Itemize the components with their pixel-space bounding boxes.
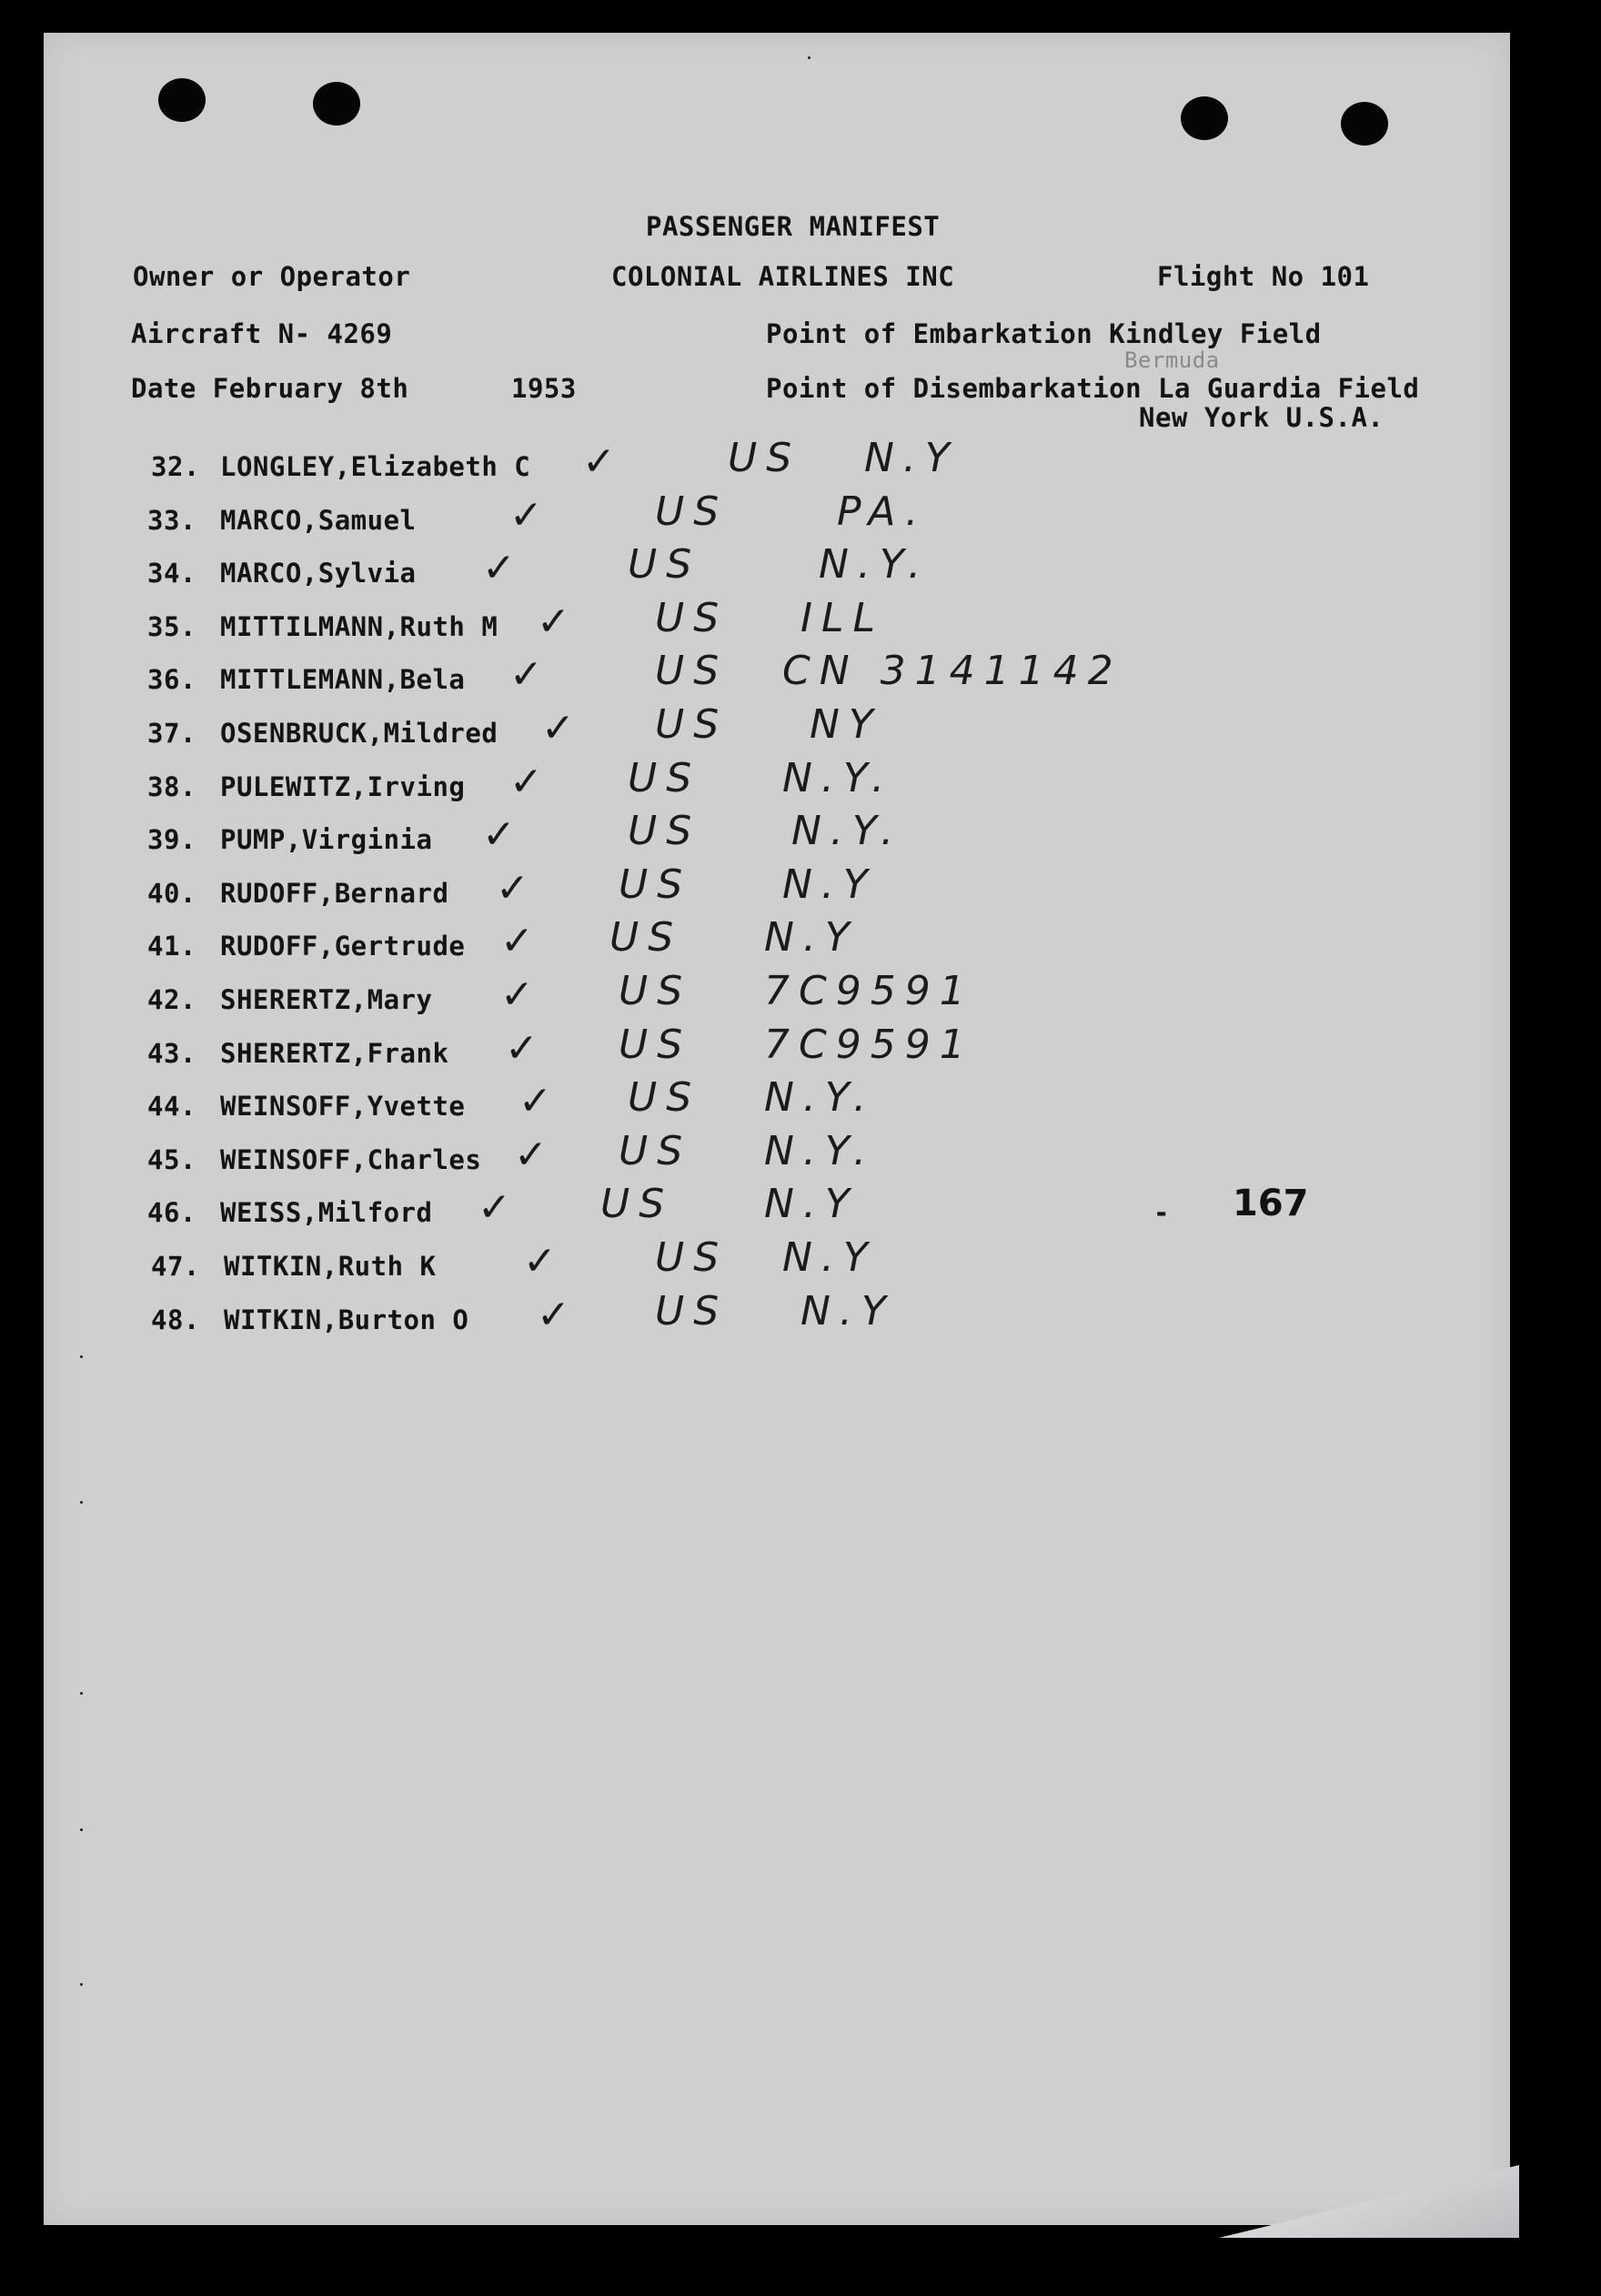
margin-mark [808,56,811,59]
passenger-number: 32. [151,451,200,482]
passenger-number: 45. [147,1144,196,1175]
residence-or-document: N.Y [764,1181,859,1227]
passenger-name: SHERERTZ,Frank [220,1038,449,1069]
page-number: 167 [1233,1183,1309,1224]
citizenship: US [628,1074,701,1121]
check-mark-icon: ✓ [514,1132,557,1178]
residence-or-document: PA. [837,488,928,535]
passenger-number: 40. [147,878,196,909]
residence-or-document: N.Y. [782,755,894,801]
passenger-name: WEINSOFF,Yvette [220,1091,466,1122]
citizenship: US [628,541,701,588]
manifest-title: PASSENGER MANIFEST [646,211,941,242]
owner-label: Owner or Operator [133,261,411,292]
passenger-number: 46. [147,1197,196,1228]
citizenship: US [619,1128,692,1174]
check-mark-icon: ✓ [482,545,525,591]
passenger-name: RUDOFF,Bernard [220,878,449,909]
citizenship: US [619,1022,692,1068]
citizenship: US [655,595,729,641]
residence-or-document: N.Y [800,1288,895,1334]
residence-or-document: 7C9591 [764,968,974,1014]
residence-or-document: N.Y [782,861,877,908]
passenger-name: WITKIN,Burton O [224,1304,469,1335]
citizenship: US [609,914,683,961]
passenger-name: SHERERTZ,Mary [220,984,433,1015]
citizenship: US [655,701,729,748]
margin-mark [80,1828,83,1831]
citizenship: US [628,755,701,801]
disembarkation-sub: New York U.S.A. [1139,402,1385,433]
citizenship: US [600,1181,674,1227]
passenger-number: 44. [147,1091,196,1122]
residence-or-document: ILL [800,595,885,641]
embarkation-sub: Bermuda [1124,347,1220,373]
passenger-number: 38. [147,771,196,802]
disembarkation-point: Point of Disembarkation La Guardia Field [766,373,1420,404]
passenger-number: 42. [147,984,196,1015]
citizenship: US [655,648,729,694]
residence-or-document: N.Y. [819,541,931,588]
check-mark-icon: ✓ [541,705,584,751]
citizenship: US [655,488,729,535]
passenger-name: WEINSOFF,Charles [220,1144,482,1175]
passenger-name: MARCO,Samuel [220,505,417,536]
passenger-number: 34. [147,558,196,589]
passenger-name: PULEWITZ,Irving [220,771,466,802]
residence-or-document: 7C9591 [764,1022,974,1068]
check-mark-icon: ✓ [500,972,543,1018]
passenger-number: 43. [147,1038,196,1069]
punch-hole-icon [313,82,360,126]
passenger-row [0,488,1601,558]
residence-or-document: N.Y [764,914,859,961]
passenger-number: 36. [147,664,196,695]
residence-or-document: N.Y. [764,1128,876,1174]
check-mark-icon: ✓ [537,599,579,645]
punch-hole-icon [1341,102,1388,146]
embarkation-point: Point of Embarkation Kindley Field [766,318,1322,349]
owner-value: COLONIAL AIRLINES INC [611,261,955,292]
passenger-name: MARCO,Sylvia [220,558,417,589]
check-mark-icon: ✓ [582,438,625,485]
check-mark-icon: ✓ [509,651,552,698]
residence-or-document: NY [810,701,882,748]
check-mark-icon: ✓ [509,759,552,805]
flight-number: Flight No 101 [1157,261,1370,292]
check-mark-icon: ✓ [500,918,543,964]
passenger-number: 47. [151,1251,200,1282]
passenger-row [0,1288,1601,1357]
passenger-number: 37. [147,718,196,749]
citizenship: US [655,1234,729,1281]
passenger-row [0,435,1601,504]
passenger-name: PUMP,Virginia [220,824,433,855]
passenger-name: LONGLEY,Elizabeth C [220,451,531,482]
flight-date: Date February 8th [131,373,409,404]
residence-or-document: N.Y [782,1234,877,1281]
punch-hole-icon [158,78,206,122]
check-mark-icon: ✓ [482,811,525,858]
passenger-name: WITKIN,Ruth K [224,1251,437,1282]
passenger-name: RUDOFF,Gertrude [220,931,466,962]
flight-year: 1953 [511,373,577,404]
aircraft: Aircraft N- 4269 [131,318,393,349]
passenger-name: MITTILMANN,Ruth M [220,611,498,642]
margin-mark [80,1692,83,1695]
passenger-number: 48. [151,1304,200,1335]
check-mark-icon: ✓ [519,1078,561,1124]
residence-or-document: N.Y. [791,808,903,854]
passenger-name: MITTLEMANN,Bela [220,664,466,695]
residence-or-document: CN 3141142 [782,648,1123,694]
check-mark-icon: ✓ [523,1238,566,1284]
citizenship: US [619,968,692,1014]
passenger-row [0,648,1601,717]
citizenship: US [728,435,801,481]
residence-or-document: N.Y. [764,1074,876,1121]
check-mark-icon: ✓ [478,1184,520,1231]
passenger-number: 39. [147,824,196,855]
page-number-dash: - [1153,1197,1170,1228]
passenger-number: 33. [147,505,196,536]
citizenship: US [655,1288,729,1334]
check-mark-icon: ✓ [496,865,539,911]
check-mark-icon: ✓ [509,492,552,539]
margin-mark [80,1501,83,1504]
margin-mark [80,1983,83,1986]
check-mark-icon: ✓ [505,1025,548,1072]
passenger-name: OSENBRUCK,Mildred [220,718,498,749]
check-mark-icon: ✓ [537,1292,579,1338]
passenger-number: 41. [147,931,196,962]
passenger-name: WEISS,Milford [220,1197,433,1228]
citizenship: US [619,861,692,908]
citizenship: US [628,808,701,854]
residence-or-document: N.Y [864,435,959,481]
punch-hole-icon [1181,96,1228,140]
passenger-number: 35. [147,611,196,642]
